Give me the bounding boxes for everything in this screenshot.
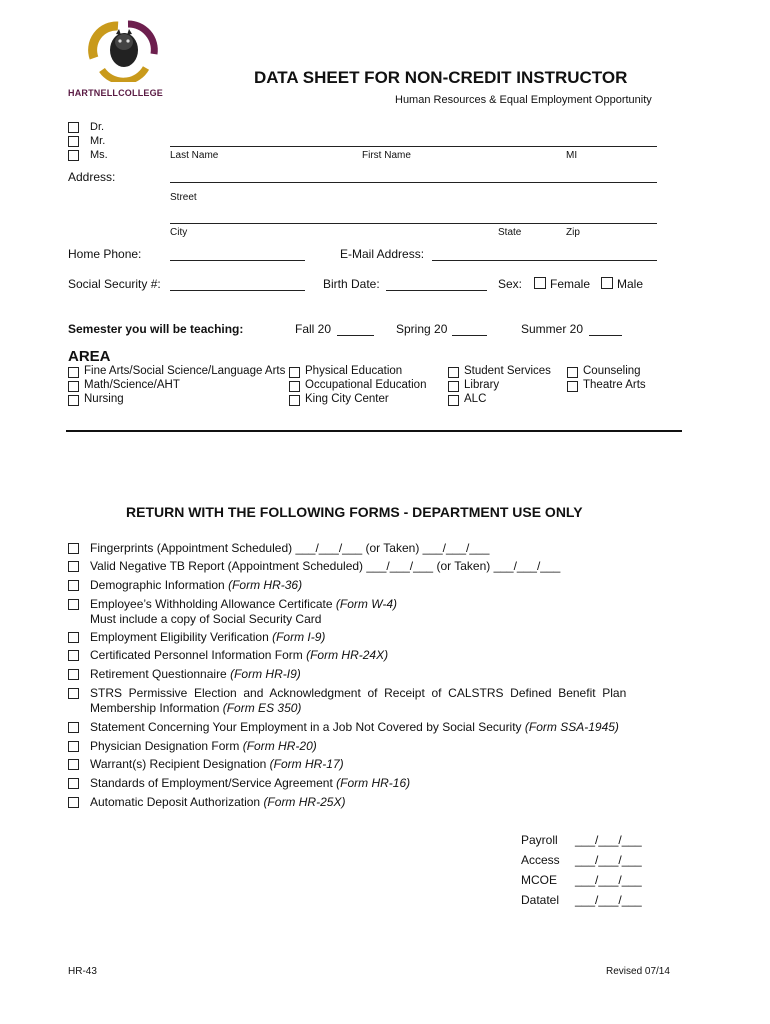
- form-code: (Form W-4): [335, 597, 398, 611]
- checkbox[interactable]: [68, 632, 79, 643]
- checkbox[interactable]: [289, 381, 300, 392]
- form-item-text: Demographic Information: [90, 578, 229, 592]
- form-item-text: Automatic Deposit Authorization: [90, 795, 264, 809]
- checkbox-ms[interactable]: [68, 150, 79, 161]
- checkbox[interactable]: [68, 778, 79, 789]
- form-item-text: Certificated Personnel Information Form: [90, 648, 307, 662]
- street-label: Street: [170, 192, 197, 203]
- checkbox[interactable]: [68, 599, 79, 610]
- datatel-date[interactable]: ___/___/___: [575, 893, 642, 907]
- state-label: State: [498, 227, 522, 238]
- logo: [66, 18, 166, 100]
- form-code: (Form SSA-1945): [524, 720, 619, 734]
- form-code: (Form HR-20): [242, 739, 317, 753]
- checkbox[interactable]: [68, 580, 79, 591]
- checkbox[interactable]: [289, 367, 300, 378]
- checkbox[interactable]: [68, 543, 79, 554]
- salutation-group: [68, 121, 148, 163]
- form-item-text: Retirement Questionnaire: [90, 667, 231, 681]
- salutation-dr: Dr.: [90, 121, 105, 133]
- city-input-line[interactable]: [170, 223, 657, 224]
- form-item-text: Employee’s Withholding Allowance Certificate: [90, 597, 336, 611]
- fall-year-input-line[interactable]: [337, 335, 374, 336]
- area-label: Student Services: [464, 365, 551, 377]
- mi-label: MI: [566, 150, 578, 161]
- area-title: AREA: [68, 348, 111, 365]
- checkbox[interactable]: [68, 759, 79, 770]
- summer-label: Summer 20: [521, 322, 584, 336]
- form-code: (Form I-9): [272, 630, 326, 644]
- checkbox[interactable]: [448, 381, 459, 392]
- checkbox[interactable]: [68, 650, 79, 661]
- form-code: (Form HR-17): [269, 757, 344, 771]
- form-code: (Form HR-I9): [230, 667, 301, 681]
- checkbox[interactable]: [68, 395, 79, 406]
- form-code: (Form HR-16): [336, 776, 411, 790]
- form-item-text: Warrant(s) Recipient Designation: [90, 757, 270, 771]
- form-item-text: Fingerprints (Appointment Scheduled) ___/___/___ (or Taken) ___/___/___: [90, 541, 490, 555]
- ssn-input-line[interactable]: [170, 290, 305, 291]
- access-date[interactable]: ___/___/___: [575, 853, 642, 867]
- street-input-line[interactable]: [170, 182, 657, 183]
- checkbox[interactable]: [567, 381, 578, 392]
- city-label: City: [170, 227, 188, 238]
- area-label: King City Center: [305, 393, 389, 405]
- checkbox[interactable]: [448, 367, 459, 378]
- area-label: Theatre Arts: [583, 379, 646, 391]
- checkbox[interactable]: [68, 741, 79, 752]
- form-item-text: Employment Eligibility Verification: [90, 630, 273, 644]
- area-label: Occupational Education: [305, 379, 427, 391]
- summer-year-input-line[interactable]: [589, 335, 622, 336]
- checkbox-dr[interactable]: [68, 122, 79, 133]
- access-label: Access: [521, 853, 560, 867]
- page-subtitle: Human Resources & Equal Employment Opportunity: [395, 94, 652, 106]
- datatel-label: Datatel: [521, 893, 560, 907]
- payroll-date[interactable]: ___/___/___: [575, 833, 642, 847]
- address-label: Address:: [68, 170, 116, 184]
- form-code: (Form HR-36): [228, 578, 303, 592]
- area-label: Nursing: [84, 393, 124, 405]
- checkbox[interactable]: [68, 669, 79, 680]
- form-item-text: Physician Designation Form: [90, 739, 243, 753]
- name-input-line[interactable]: [170, 146, 657, 147]
- form-item-note: Membership Information: [90, 701, 223, 715]
- semester-label: Semester you will be teaching:: [68, 322, 244, 336]
- first-name-label: First Name: [362, 150, 411, 161]
- checkbox[interactable]: [68, 561, 79, 572]
- zip-label: Zip: [566, 227, 580, 238]
- checkbox[interactable]: [289, 395, 300, 406]
- form-code: (Form HR-24X): [306, 648, 389, 662]
- area-label: ALC: [464, 393, 487, 405]
- checkbox[interactable]: [68, 797, 79, 808]
- mcoe-label: MCOE: [521, 873, 557, 887]
- checkbox[interactable]: [68, 722, 79, 733]
- area-label: Fine Arts/Social Science/Language Arts: [84, 365, 286, 377]
- form-code: (Form ES 350): [222, 701, 302, 715]
- forms-title: RETURN WITH THE FOLLOWING FORMS - DEPARTMENT USE ONLY: [126, 504, 583, 520]
- form-item-text: Valid Negative TB Report (Appointment Scheduled) ___/___/___ (or Taken) ___/___/___: [90, 559, 561, 573]
- home-phone-input-line[interactable]: [170, 260, 305, 261]
- checkbox-female[interactable]: [534, 277, 546, 289]
- area-label: Physical Education: [305, 365, 403, 377]
- spring-year-input-line[interactable]: [452, 335, 487, 336]
- panther-logo-icon: [76, 18, 166, 82]
- last-name-label: Last Name: [170, 150, 219, 161]
- ssn-label: Social Security #:: [68, 277, 161, 291]
- salutation-ms: Ms.: [90, 149, 108, 161]
- form-number: HR-43: [68, 966, 97, 977]
- female-label: Female: [550, 277, 591, 291]
- checkbox-mr[interactable]: [68, 136, 79, 147]
- mcoe-date[interactable]: ___/___/___: [575, 873, 642, 887]
- revised-date: Revised 07/14: [606, 966, 670, 977]
- area-label: Library: [464, 379, 500, 391]
- area-label: Counseling: [583, 365, 641, 377]
- spring-label: Spring 20: [396, 322, 448, 336]
- section-divider: [66, 430, 682, 432]
- birth-date-input-line[interactable]: [386, 290, 487, 291]
- form-item-text: STRS Permissive Election and Acknowledgment of Receipt of CALSTRS Defined Benefit Plan: [90, 686, 627, 700]
- birth-date-label: Birth Date:: [323, 277, 380, 291]
- male-label: Male: [617, 277, 644, 291]
- checkbox[interactable]: [567, 367, 578, 378]
- checkbox[interactable]: [68, 367, 79, 378]
- checkbox-male[interactable]: [601, 277, 613, 289]
- logo-text-college: COLLEGE: [118, 88, 163, 98]
- checkbox[interactable]: [68, 688, 79, 699]
- form-item-note: Must include a copy of Social Security Card: [90, 612, 322, 626]
- logo-text-hartnell: HARTNELL: [68, 88, 119, 98]
- checkbox[interactable]: [68, 381, 79, 392]
- email-label: E-Mail Address:: [340, 247, 425, 261]
- area-label: Math/Science/AHT: [84, 379, 180, 391]
- home-phone-label: Home Phone:: [68, 247, 142, 261]
- form-item-text: Standards of Employment/Service Agreement: [90, 776, 337, 790]
- email-input-line[interactable]: [432, 260, 657, 261]
- fall-label: Fall 20: [295, 322, 332, 336]
- checkbox[interactable]: [448, 395, 459, 406]
- form-item-text: Statement Concerning Your Employment in a Job Not Covered by Social Security: [90, 720, 525, 734]
- form-code: (Form HR-25X): [263, 795, 346, 809]
- salutation-mr: Mr.: [90, 135, 106, 147]
- sex-label: Sex:: [498, 277, 523, 291]
- payroll-label: Payroll: [521, 833, 558, 847]
- page-title: DATA SHEET FOR NON-CREDIT INSTRUCTOR: [254, 68, 628, 87]
